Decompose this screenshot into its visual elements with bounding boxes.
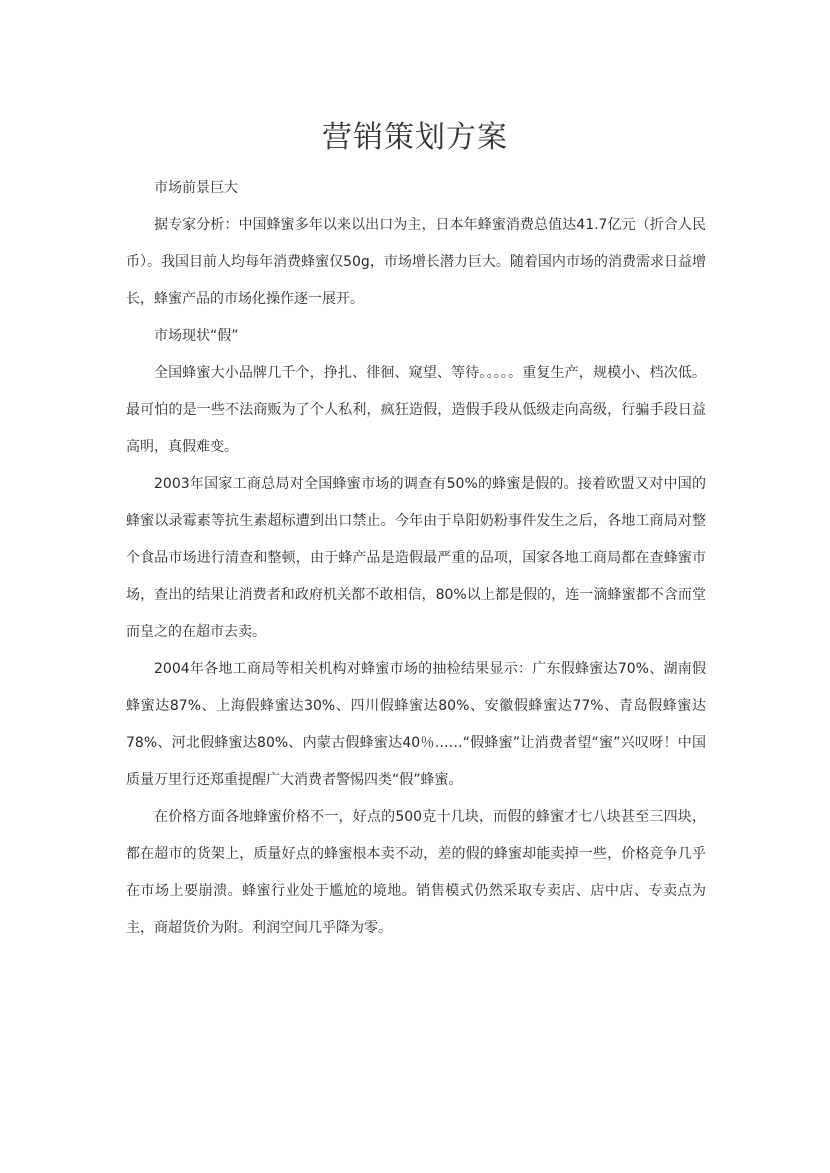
paragraph-expert-analysis: 据专家分析：中国蜂蜜多年以来以出口为主，日本年蜂蜜消费总值达41.7亿元（折合人民币）。我国目前人均每年消费蜂蜜仅50g，市场增长潜力巨大。随着国内市场的消费需求日益增长，蜂蜜产品的市场化操作逐一展开。: [126, 217, 706, 307]
paragraph-2004-inspection: 2004年各地工商局等相关机构对蜂蜜市场的抽检结果显示：广东假蜂蜜达70%、湖南假蜂蜜达87%、上海假蜂蜜达30%、四川假蜂蜜达80%、安徽假蜂蜜达77%、青岛假蜂蜜达78%、河北假蜂蜜达80%、内蒙古假蜂蜜达40％……“假蜂蜜”让消费者望“蜜”兴叹呀！中国质量万里行还郑重提醒广大消费者警惕四类“假”蜂蜜。: [126, 661, 706, 788]
document-title: 营销策划方案: [322, 120, 508, 155]
section-heading-market-prospect: 市场前景巨大: [154, 180, 238, 196]
paragraph-brand-situation: 全国蜂蜜大小品牌几千个，挣扎、徘徊、窥望、等待。。。。。重复生产，规模小、档次低。最可怕的是一些不法商贩为了个人私利，疯狂造假，造假手段从低级走向高级，行骗手段日益高明，真假难变。: [126, 365, 706, 455]
document-body: [126, 170, 706, 947]
section-heading-market-status: 市场现状“假”: [154, 328, 239, 344]
paragraph-pricing: 在价格方面各地蜂蜜价格不一，好点的500克十几块，而假的蜂蜜才七八块甚至三四块，都在超市的货架上，质量好点的蜂蜜根本卖不动，差的假的蜂蜜却能卖掉一些，价格竞争几乎在市场上要崩溃。蜂蜜行业处于尴尬的境地。销售模式仍然采取专卖店、店中店、专卖点为主，商超货价为附。利润空间几乎降为零。: [126, 809, 706, 936]
paragraph-2003-survey: 2003年国家工商总局对全国蜂蜜市场的调查有50%的蜂蜜是假的。接着欧盟又对中国的蜂蜜以录霉素等抗生素超标遭到出口禁止。今年由于阜阳奶粉事件发生之后，各地工商局对整个食品市场进行清查和整顿，由于蜂产品是造假最严重的品项，国家各地工商局都在查蜂蜜市场，查出的结果让消费者和政府机关都不敢相信，80%以上都是假的，连一滴蜂蜜都不含而堂而皇之的在超市去卖。: [126, 476, 706, 640]
